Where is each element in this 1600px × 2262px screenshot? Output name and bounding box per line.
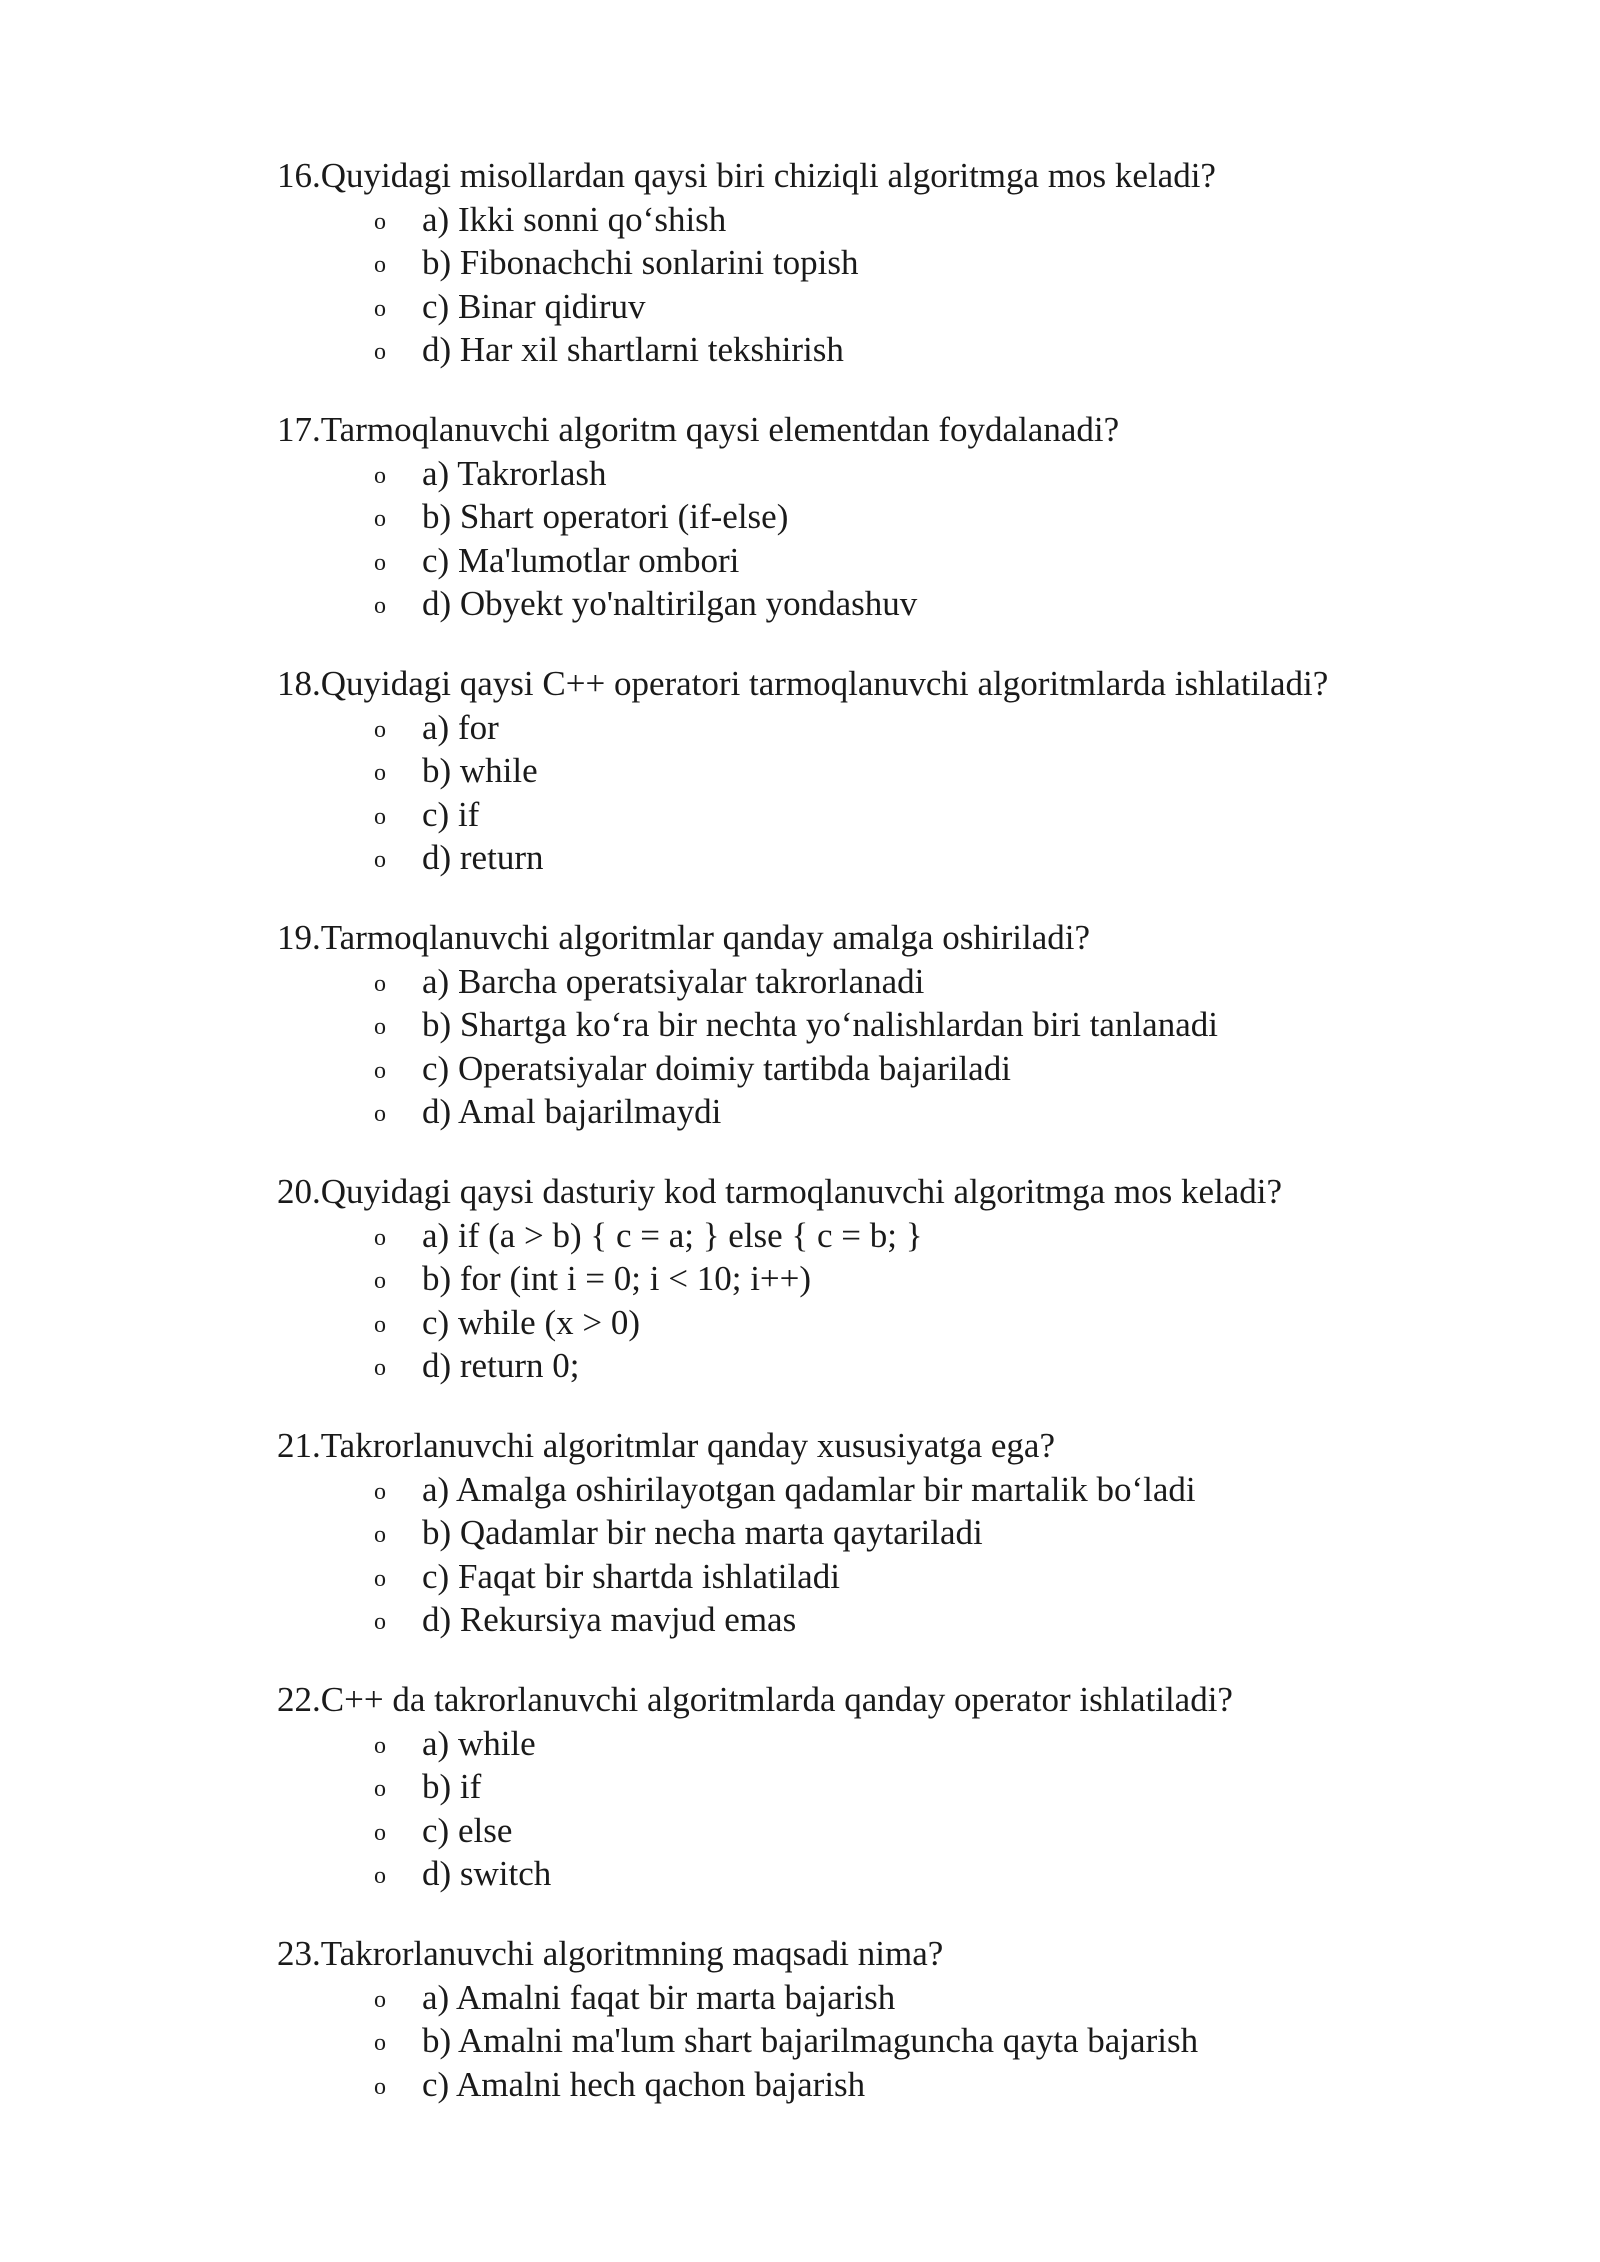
option-text: c) Amalni hech qachon bajarish: [422, 2064, 866, 2104]
option-list: [277, 706, 1527, 880]
bullet-icon: o: [374, 593, 386, 619]
question-text: 22.C++ da takrorlanuvchi algoritmlarda qanday operator ishlatiladi?: [277, 1680, 1233, 1719]
option-list: [277, 1976, 1527, 2107]
option-text: a) Amalga oshirilayotgan qadamlar bir martalik bo‘ladi: [422, 1469, 1196, 1509]
option-text: b) while: [422, 751, 538, 790]
option-item: [277, 198, 1527, 242]
question-20: [277, 1170, 1527, 1388]
option-item: [277, 452, 1527, 496]
option-text: d) Rekursiya mavjud emas: [422, 1600, 797, 1639]
bullet-icon: o: [374, 1565, 386, 1592]
question-text: 18.Quyidagi qaysi C++ operatori tarmoqlanuvchi algoritmlarda ishlatiladi?: [277, 664, 1329, 703]
option-item: [277, 1976, 1527, 2020]
option-item: [277, 1047, 1527, 1091]
option-text: b) Fibonachchi sonlarini topish: [422, 243, 859, 282]
option-item: [277, 1555, 1527, 1599]
bullet-icon: o: [374, 1732, 386, 1759]
option-item: [277, 539, 1527, 583]
question-22: [277, 1678, 1527, 1896]
option-text: c) Faqat bir shartda ishlatiladi: [422, 1556, 840, 1596]
option-item: [277, 793, 1527, 837]
question-18: [277, 662, 1527, 880]
bullet-icon: o: [374, 1819, 386, 1846]
question-text: 20.Quyidagi qaysi dasturiy kod tarmoqlanuvchi algoritmga mos keladi?: [277, 1172, 1283, 1211]
option-item: [277, 1003, 1527, 1047]
bullet-icon: o: [374, 1478, 386, 1505]
option-list: [277, 1722, 1527, 1896]
option-text: c) Operatsiyalar doimiy tartibda bajariladi: [422, 1048, 1011, 1088]
bullet-icon: o: [374, 506, 386, 532]
option-list: [277, 1468, 1527, 1642]
option-item: [277, 836, 1527, 880]
question-text: 16.Quyidagi misollardan qaysi biri chiziqli algoritmga mos keladi?: [277, 156, 1216, 195]
option-text: c) while (x > 0): [422, 1302, 640, 1342]
option-item: [277, 241, 1527, 285]
bullet-icon: o: [374, 252, 386, 278]
option-item: [277, 1257, 1527, 1301]
bullet-icon: o: [374, 1057, 386, 1084]
bullet-icon: o: [374, 1986, 386, 2013]
bullet-icon: o: [374, 208, 386, 235]
option-text: a) Takrorlash: [422, 453, 607, 493]
option-text: b) Amalni ma'lum shart bajarilmaguncha qayta bajarish: [422, 2021, 1199, 2060]
option-list: [277, 198, 1527, 372]
bullet-icon: o: [374, 1776, 386, 1802]
option-text: a) Barcha operatsiyalar takrorlanadi: [422, 961, 925, 1001]
option-list: [277, 452, 1527, 626]
option-text: a) for: [422, 707, 499, 747]
question-23: [277, 1932, 1527, 2106]
question-text: 21.Takrorlanuvchi algoritmlar qanday xususiyatga ega?: [277, 1426, 1055, 1465]
option-item: [277, 285, 1527, 329]
option-item: [277, 1511, 1527, 1555]
bullet-icon: o: [374, 1355, 386, 1381]
bullet-icon: o: [374, 339, 386, 365]
option-text: d) return: [422, 838, 544, 877]
option-text: c) Ma'lumotlar ombori: [422, 540, 740, 580]
question-17: [277, 408, 1527, 626]
bullet-icon: o: [374, 1863, 386, 1889]
option-text: a) while: [422, 1723, 536, 1763]
bullet-icon: o: [374, 1224, 386, 1251]
option-item: [277, 495, 1527, 539]
option-text: b) Qadamlar bir necha marta qaytariladi: [422, 1513, 983, 1552]
option-text: a) Amalni faqat bir marta bajarish: [422, 1977, 896, 2017]
option-item: [277, 749, 1527, 793]
option-item: [277, 1598, 1527, 1642]
option-text: b) Shartga ko‘ra bir nechta yo‘nalishlardan biri tanlanadi: [422, 1005, 1218, 1044]
bullet-icon: o: [374, 847, 386, 873]
option-text: d) Amal bajarilmaydi: [422, 1092, 722, 1131]
option-item: [277, 1809, 1527, 1853]
bullet-icon: o: [374, 803, 386, 830]
option-text: c) if: [422, 794, 480, 834]
option-item: [277, 2019, 1527, 2063]
option-item: [277, 1722, 1527, 1766]
option-item: [277, 1301, 1527, 1345]
bullet-icon: o: [374, 2073, 386, 2100]
option-text: d) Obyekt yo'naltirilgan yondashuv: [422, 584, 918, 623]
option-list: [277, 960, 1527, 1134]
bullet-icon: o: [374, 1522, 386, 1548]
bullet-icon: o: [374, 549, 386, 576]
option-list: [277, 1214, 1527, 1388]
option-item: [277, 1090, 1527, 1134]
option-item: [277, 1344, 1527, 1388]
question-text: 17.Tarmoqlanuvchi algoritm qaysi elementdan foydalanadi?: [277, 410, 1120, 449]
option-item: [277, 1765, 1527, 1809]
bullet-icon: o: [374, 295, 386, 322]
option-item: [277, 960, 1527, 1004]
bullet-icon: o: [374, 1311, 386, 1338]
option-text: a) if (a > b) { c = a; } else { c = b; }: [422, 1215, 923, 1255]
option-item: [277, 1852, 1527, 1896]
question-text: 23.Takrorlanuvchi algoritmning maqsadi nima?: [277, 1934, 944, 1973]
bullet-icon: o: [374, 1268, 386, 1294]
bullet-icon: o: [374, 760, 386, 786]
option-text: c) Binar qidiruv: [422, 286, 646, 326]
bullet-icon: o: [374, 970, 386, 997]
option-text: d) Har xil shartlarni tekshirish: [422, 330, 844, 369]
option-text: d) return 0;: [422, 1346, 580, 1385]
bullet-icon: o: [374, 462, 386, 489]
option-text: b) if: [422, 1767, 482, 1806]
question-16: [277, 154, 1527, 372]
bullet-icon: o: [374, 716, 386, 743]
bullet-icon: o: [374, 2030, 386, 2056]
option-item: [277, 1468, 1527, 1512]
option-text: a) Ikki sonni qo‘shish: [422, 199, 727, 239]
option-item: [277, 328, 1527, 372]
bullet-icon: o: [374, 1014, 386, 1040]
question-text: 19.Tarmoqlanuvchi algoritmlar qanday amalga oshiriladi?: [277, 918, 1090, 957]
bullet-icon: o: [374, 1101, 386, 1127]
option-item: [277, 582, 1527, 626]
option-text: c) else: [422, 1810, 513, 1850]
question-21: [277, 1424, 1527, 1642]
option-item: [277, 706, 1527, 750]
option-text: b) for (int i = 0; i < 10; i++): [422, 1259, 812, 1298]
bullet-icon: o: [374, 1609, 386, 1635]
option-item: [277, 1214, 1527, 1258]
option-text: b) Shart operatori (if-else): [422, 497, 789, 536]
option-text: d) switch: [422, 1854, 552, 1893]
question-19: [277, 916, 1527, 1134]
option-item: [277, 2063, 1527, 2107]
